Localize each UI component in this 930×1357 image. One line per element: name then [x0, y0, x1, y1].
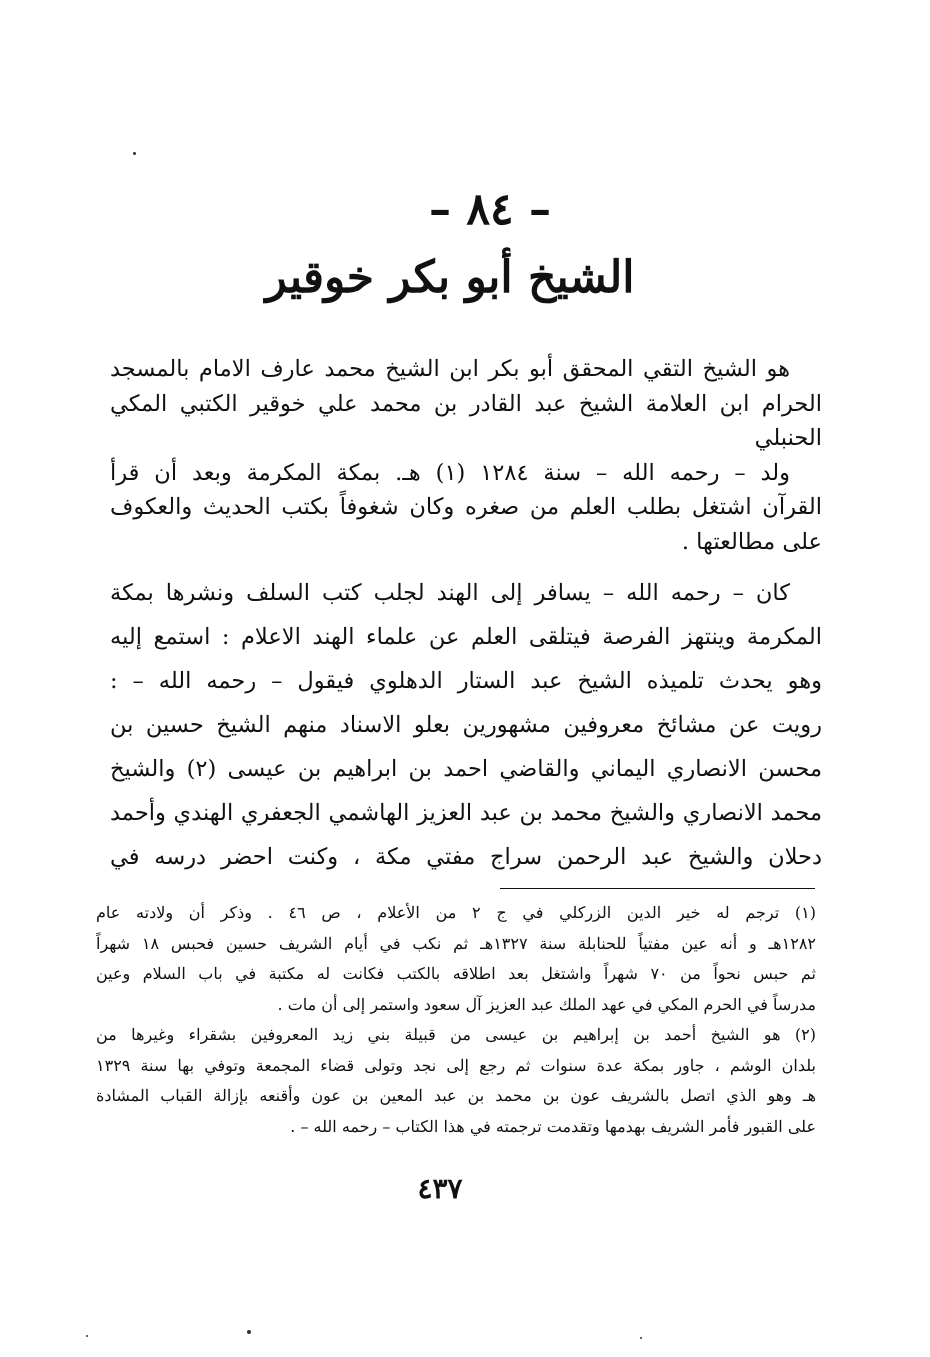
text-line: كان – رحمه الله – يسافر إلى الهند لجلب كتب السلف ونشرها بمكة	[110, 580, 790, 606]
body-text	[110, 352, 822, 879]
text-line: وهو يحدث تلميذه الشيخ عبد الستار الدهلوي فيقول – رحمه الله – :	[110, 668, 822, 694]
scan-speck	[86, 1335, 88, 1337]
entry-number: – ٨٤ –	[429, 184, 551, 235]
footnote-divider	[500, 888, 815, 889]
paragraph-2	[110, 571, 822, 879]
scan-speck	[133, 152, 136, 155]
scan-speck	[247, 1330, 251, 1334]
footnote-1	[96, 898, 816, 1020]
scan-speck	[640, 1337, 642, 1339]
footnote-line: مدرساً في الحرم المكي في عهد الملك عبد العزيز آل سعود واستمر إلى أن مات .	[277, 994, 816, 1014]
footnote-2	[96, 1020, 816, 1142]
text-line: على مطالعتها .	[681, 528, 822, 555]
footnote-line: (٢) هو الشيخ أحمد بن إبراهيم بن عيسى من قبيلة بني زيد المعروفين بشقراء وغيرها من	[96, 1025, 816, 1044]
text-line: محسن الانصاري اليماني والقاضي احمد بن ابراهيم بن عيسى (٢) والشيخ	[110, 756, 823, 782]
footnote-line: بلدان الوشم ، جاور بمكة عدة سنوات ثم رجع إلى نجد وتولى قضاء المجمعة وتوفي بها سنة ١٣٢٩	[96, 1055, 816, 1075]
page-number: ٤٣٧	[417, 1172, 463, 1205]
paragraph-1	[110, 352, 822, 559]
text-line: دحلان والشيخ عبد الرحمن سراج مفتي مكة ، وكنت احضر درسه في	[110, 844, 822, 870]
text-line: محمد الانصاري والشيخ محمد بن عبد العزيز الهاشمي الجعفري الهندي وأحمد	[110, 800, 822, 826]
text-line: المكرمة وينتهز الفرصة فيتلقى العلم عن علماء الهند الاعلام : استمع إليه	[110, 624, 822, 650]
footnote-line: ١٢٨٢هـ و أنه عين مفتياً للحنابلة سنة ١٣٢٧هـ ثم نكب في أيام الشريف حسين فحبس ١٨ شهراً	[96, 933, 816, 953]
text-line: هو الشيخ التقي المحقق أبو بكر ابن الشيخ محمد عارف الامام بالمسجد	[110, 356, 790, 382]
text-line: ولد – رحمه الله – سنة ١٢٨٤ (١) هـ. بمكة المكرمة وبعد أن قرأ	[110, 459, 790, 486]
text-line: الحرام ابن العلامة الشيخ عبد القادر بن محمد علي خوقير الكتبي المكي الحنبلي	[110, 390, 822, 451]
text-line: القرآن اشتغل بطلب العلم من صغره وكان شغوفاً بكتب الحديث والعكوف	[110, 494, 822, 520]
biography-title: الشيخ أبو بكر خوقير	[265, 252, 635, 303]
footnote-line: (١) ترجم له خير الدين الزركلي في ج ٢ من الأعلام ، ص ٤٦ . وذكر أن ولادته عام	[96, 903, 816, 922]
footnotes	[96, 898, 816, 1142]
footnote-line: هـ وهو الذي اتصل بالشريف عون بن محمد بن عبد المعين بن عون وأقنعه بإزالة القباب المشادة	[96, 1086, 816, 1105]
footnote-line: على القبور فأمر الشريف بهدمها وتقدمت ترجمته في هذا الكتاب – رحمه الله – .	[290, 1116, 816, 1136]
footnote-line: ثم حبس نحواً من ٧٠ شهراً واشتغل بعد اطلاقه بالكتب فكانت له مكتبة في باب السلام وعين	[96, 964, 816, 983]
text-line: رويت عن مشائخ معروفين مشهورين بعلو الاسناد منهم الشيخ حسين بن	[110, 712, 822, 738]
